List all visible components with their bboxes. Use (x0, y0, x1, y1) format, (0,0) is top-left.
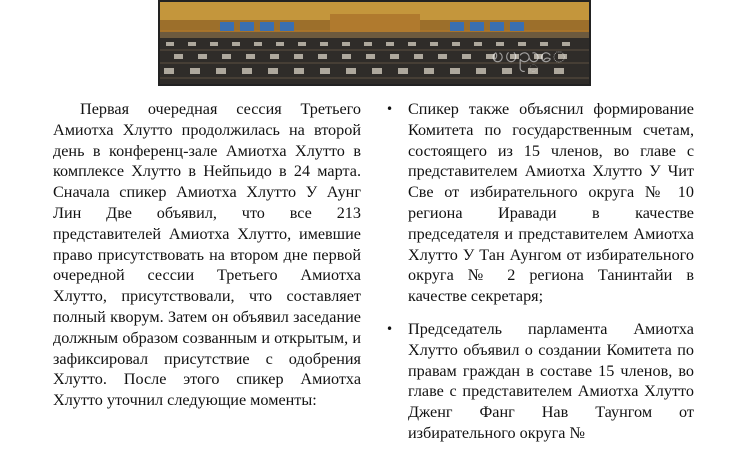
photo-watermark: ၿပည္ေ (491, 43, 567, 68)
bullet-icon: • (386, 321, 394, 336)
list-item-text: Спикер также объяснил формирование Комитета по государственным счетам, состоящего из 15 членов, во главе с представителем Амиотха Хлутто У Чит Све от избирательного округа № 10 региона Иравади в качестве председателя и представителем Амиотха Хлутто У Тан Аунгом от избирательного округа № 2 региона Танинтайи в качестве секретаря; (408, 100, 694, 306)
bullet-list (384, 99, 694, 444)
list-item-text: Председатель парламента Амиотха Хлутто объявил о создании Комитета по правам граждан в составе 15 членов, во главе с представителем Амиотха Хлутто Дженг Фанг Нав Таунгом от избирательного округа № (408, 319, 694, 442)
list-item (384, 99, 694, 307)
parliament-hall-photo (158, 0, 591, 86)
list-item (384, 319, 694, 444)
bullet-icon: • (386, 102, 394, 116)
article-paragraph: Первая очередная сессия Третьего Амиотха Хлутто продолжилась на второй день в конференц-зале Амиотха Хлутто в комплексе Хлутто в Нейпьидо в 24 марта. Сначала спикер Амиотха Хлутто У Аунг Лин Две объявил, что все 213 представителей Амиотха Хлутто, имевшие право присутствовать на втором дне первой очередной сессии Третьего Амиотха Хлутто, присутствовали, что составляет полный кворум. Затем он объявил заседание должным образом созванным и открытым, и зафиксировал присутствие с одобрения Хлутто. После этого спикер Амиотха Хлутто уточнил следующие моменты: (53, 100, 361, 410)
